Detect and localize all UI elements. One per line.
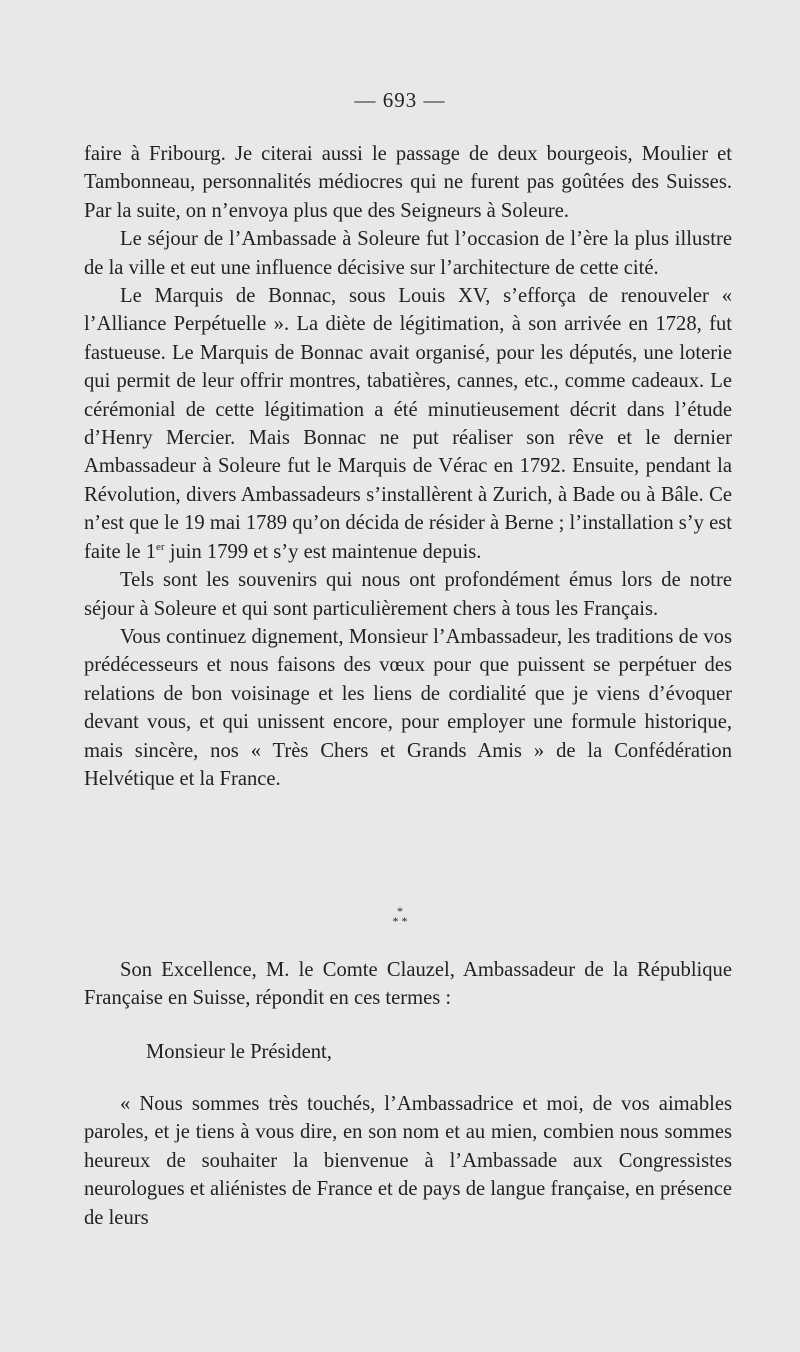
paragraph-1: faire à Fribourg. Je citerai aussi le passage de deux bourgeois, Moulier et Tambonneau, personnalités médiocres qui ne furent pas goûtées des Suisses. Par la suite, on n’envoya plus que des Seigneurs à Soleure. xyxy=(84,143,732,222)
paragraph-3 xyxy=(84,282,732,566)
reply-intro: Son Excellence, M. le Comte Clauzel, Ambassadeur de la République Française en Suisse, répondit en ces termes : xyxy=(84,959,732,1010)
paragraph-2: Le séjour de l’Ambassade à Soleure fut l’occasion de l’ère la plus illustre de la ville et eut une influence décisive sur l’architecture de cette cité. xyxy=(84,228,732,279)
reply-text: « Nous sommes très touchés, l’Ambassadrice et moi, de vos aimables paroles, et je tiens à vous dire, en son nom et au mien, combien nous sommes heureux de souhaiter la bienvenue à l’Ambassade aux Congressistes neurologues et aliénistes de France et de pays de langue française, en présence de leurs xyxy=(84,1093,732,1229)
asterism-bottom: * * xyxy=(392,914,408,928)
page-number: — 693 — xyxy=(354,88,446,112)
paragraph-3-text-b: juin 1799 et s’y est maintenue depuis. xyxy=(164,540,482,563)
salutation: Monsieur le Président, xyxy=(146,1041,332,1063)
body-text xyxy=(84,140,732,793)
asterism-top: * xyxy=(397,904,403,918)
paragraph-4: Tels sont les souvenirs qui nous ont profondément émus lors de notre séjour à Soleure et qui sont particulièrement chers à tous les Français. xyxy=(84,569,732,620)
reply-text-block xyxy=(84,1090,732,1232)
asterism-separator xyxy=(0,906,800,926)
paragraph-3-text-a: Le Marquis de Bonnac, sous Louis XV, s’efforça de renouveler « l’Alliance Perpétuelle ». La diète de légitimation, à son arrivée en 1728, fut fastueuse. Le Marquis de Bonnac avait organisé, pour les députés, une loterie qui permit de leur offrir montres, tabatières, cannes, etc., comme cadeaux. Le cérémonial de cette légitimation a été minutieusement décrit dans l’étude d’Henry Mercier. Mais Bonnac ne put réaliser son rêve et le dernier Ambassadeur à Soleure fut le Marquis de Vérac en 1792. Ensuite, pendant la Révolution, divers Ambassadeurs s’installèrent à Zurich, à Bade ou à Bâle. Ce n’est que le 19 mai 1789 qu’on décida de résider à Berne ; l’installation s’y est faite le 1 xyxy=(84,285,732,563)
reply-intro-block xyxy=(84,956,732,1013)
paragraph-5: Vous continuez dignement, Monsieur l’Ambassadeur, les traditions de vos prédécesseurs et nous faisons des vœux pour que puissent se perpétuer des relations de bon voisinage et les liens de cordialité que je viens d’évoquer devant vous, et qui unissent encore, pour employer une formule historique, mais sincère, nos « Très Chers et Grands Amis » de la Confédération Helvétique et la France. xyxy=(84,625,732,790)
superscript-er: er xyxy=(156,540,165,553)
